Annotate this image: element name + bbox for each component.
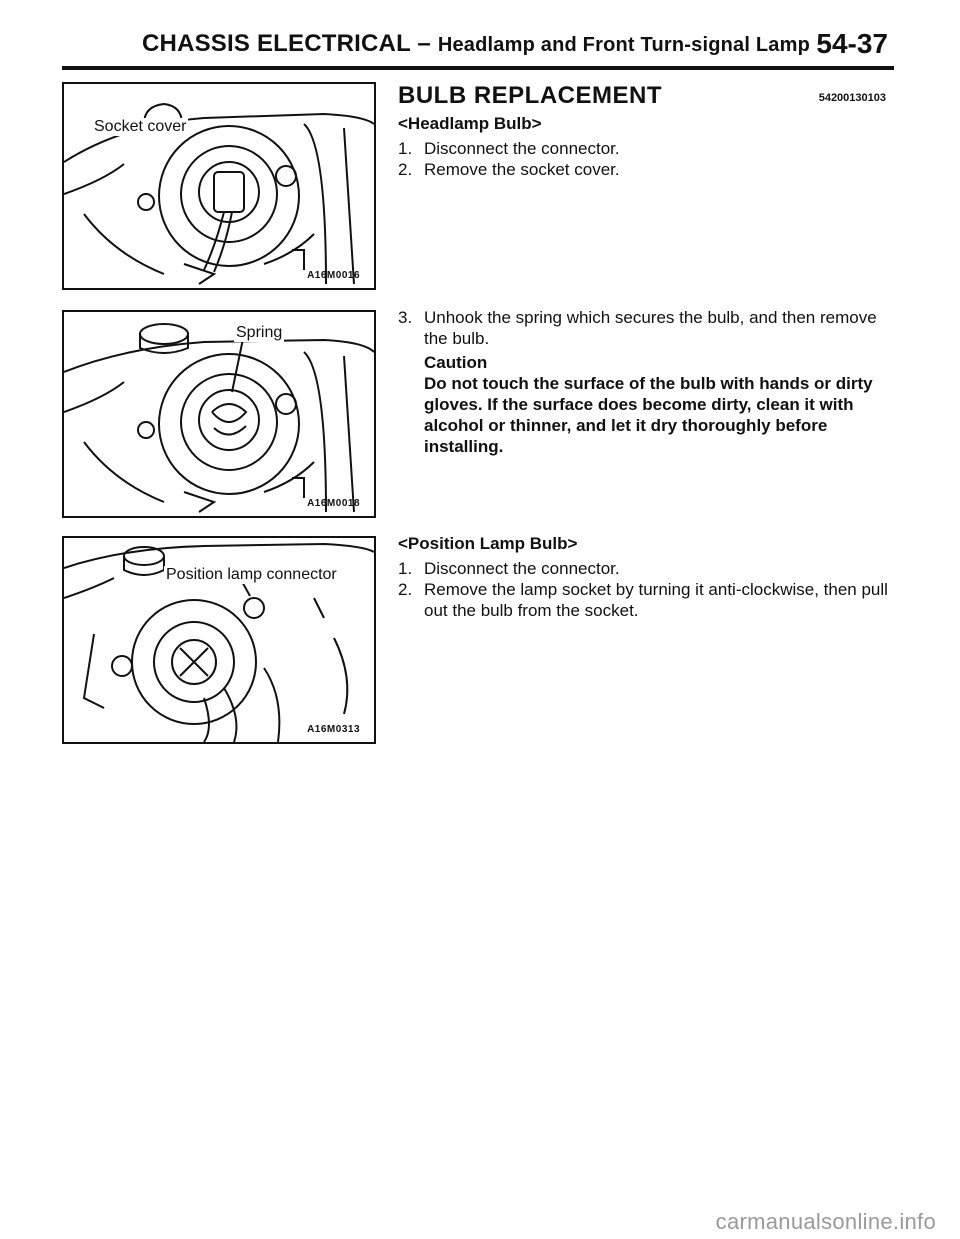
step-number: 2. — [398, 580, 413, 599]
step-text: Disconnect the connector. — [424, 139, 620, 158]
section-code: 54200130103 — [818, 92, 886, 104]
headlamp-step-1 — [398, 138, 892, 159]
step-text: Disconnect the connector. — [424, 559, 620, 578]
step-text: Unhook the spring which secures the bulb, and then remove the bulb. — [424, 308, 877, 348]
figure-position-lamp-connector — [62, 536, 376, 744]
position-lamp-step-2 — [398, 579, 892, 621]
watermark: carmanualsonline.info — [715, 1209, 936, 1234]
position-lamp-step-1 — [398, 558, 892, 579]
page-header — [62, 28, 894, 70]
headlamp-bulb-heading: <Headlamp Bulb> — [398, 114, 542, 133]
figure-code: A16M0016 — [307, 270, 360, 281]
step-number: 1. — [398, 139, 413, 158]
figure-code: A16M0313 — [307, 724, 360, 735]
header-section: CHASSIS ELECTRICAL — [142, 30, 411, 57]
header-title — [142, 30, 810, 58]
page-number: 54-37 — [816, 28, 888, 59]
caution-box — [424, 352, 894, 457]
caution-text: Do not touch the surface of the bulb with hands or dirty gloves. If the surface does become dirty, clean it with alcohol or thinner, and let it dry thoroughly before installing. — [424, 374, 873, 456]
caution-heading: Caution — [424, 353, 488, 372]
step-text: Remove the lamp socket by turning it anti-clockwise, then pull out the bulb from the socket. — [424, 580, 888, 620]
headlamp-spring-illustration — [64, 312, 374, 516]
section-title: BULB REPLACEMENT — [398, 82, 662, 109]
step-number: 3. — [398, 308, 413, 327]
figure-socket-cover — [62, 82, 376, 290]
position-lamp-bulb-heading: <Position Lamp Bulb> — [398, 534, 578, 553]
header-subsection: Headlamp and Front Turn-signal Lamp — [437, 34, 811, 56]
figure-label: Spring — [236, 324, 283, 341]
headlamp-socket-illustration — [64, 84, 374, 288]
headlamp-step-2 — [398, 159, 892, 180]
step-text: Remove the socket cover. — [424, 160, 620, 179]
figure-spring — [62, 310, 376, 518]
headlamp-step-3 — [398, 307, 892, 349]
header-separator: – — [417, 30, 431, 57]
figure-code: A16M0018 — [307, 498, 360, 509]
figure-label: Position lamp connector — [166, 566, 337, 583]
figure-label: Socket cover — [94, 118, 187, 135]
step-number: 2. — [398, 160, 413, 179]
step-number: 1. — [398, 559, 413, 578]
